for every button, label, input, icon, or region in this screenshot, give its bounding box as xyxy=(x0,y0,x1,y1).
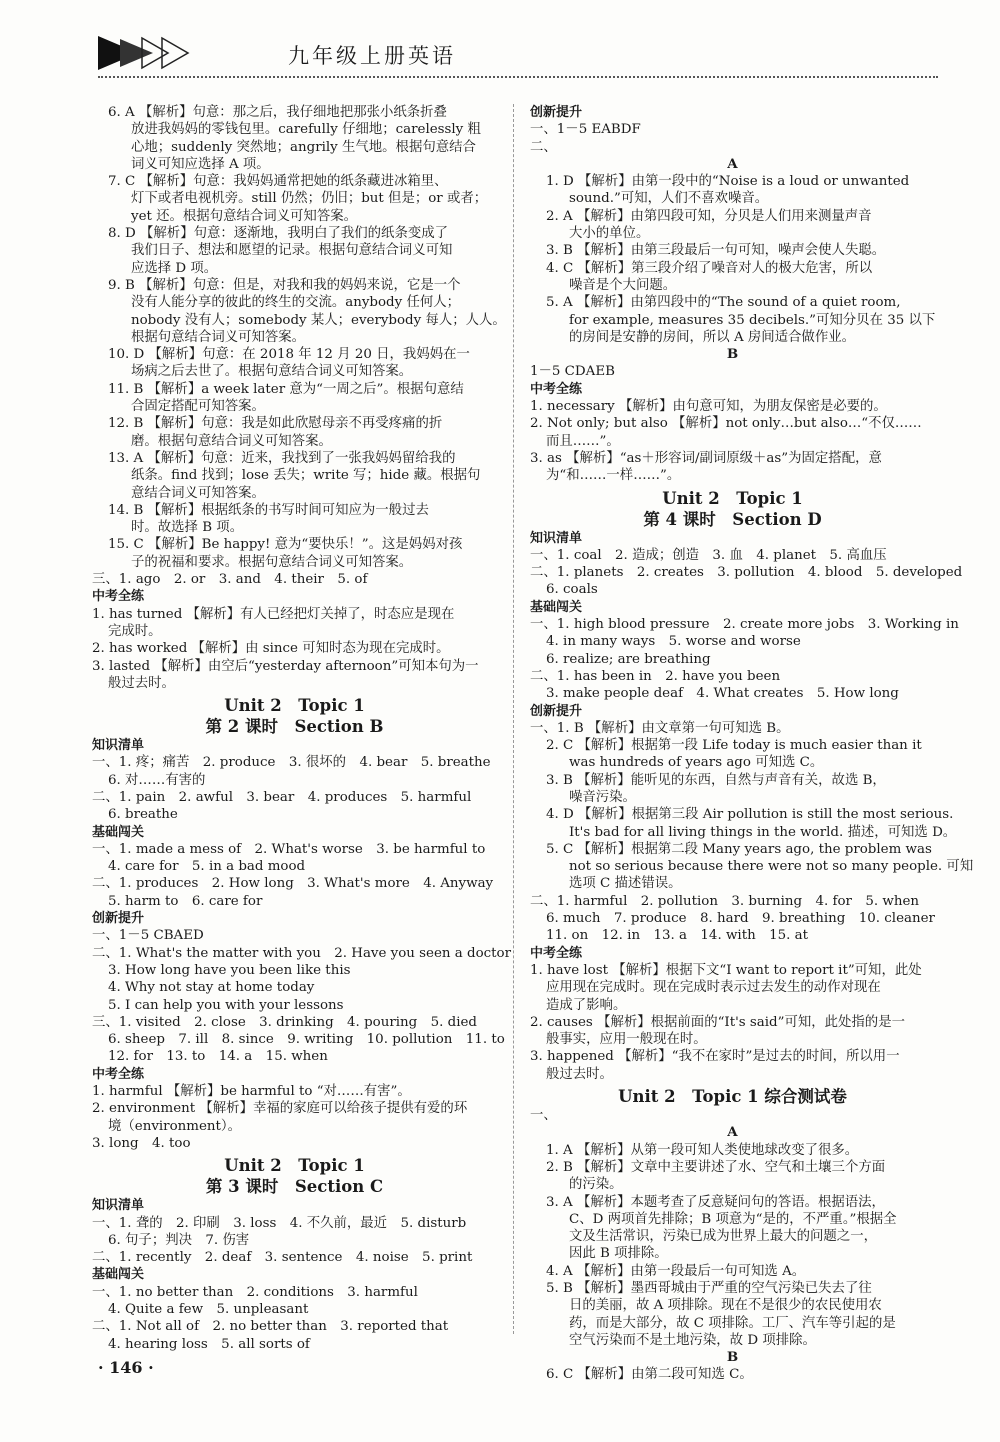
text-line: 5. harm to 6. care for xyxy=(108,893,263,909)
unit-heading: Unit 2 Topic 1 xyxy=(224,1156,365,1176)
left-column xyxy=(92,104,511,1353)
text-line: It's bad for all living things in the world. 描述，可知选 D。 xyxy=(569,824,957,840)
text-line: 3. as 【解析】“as＋形容词/副词原级＋as”为固定搭配，意 xyxy=(530,450,882,466)
section-heading: 基础闯关 xyxy=(92,824,145,840)
text-line: 词义可知应选择 A 项。 xyxy=(131,156,270,172)
section-heading: 创新提升 xyxy=(92,911,145,927)
text-line: 7. C 【解析】句意：我妈妈通常把她的纸条藏进冰箱里、 xyxy=(108,174,448,190)
unit-heading: Unit 2 Topic 1 综合测试卷 xyxy=(618,1087,847,1107)
text-line: 三、1. ago 2. or 3. and 4. their 5. of xyxy=(92,572,368,588)
text-line: 11. on 12. in 13. a 14. with 15. at xyxy=(546,928,809,944)
text-line: 选项 C 描述错误。 xyxy=(569,876,682,892)
text-line: 8. D 【解析】句意：逐渐地，我明白了我们的纸条变成了 xyxy=(108,226,449,242)
text-line: 一、1－5 EABDF xyxy=(530,122,641,138)
text-line: 1. have lost 【解析】根据下文“I want to report it”可知，此处 xyxy=(530,962,922,978)
text-line: 二、1. What's the matter with you 2. Have you seen a doctor xyxy=(92,945,511,961)
text-line: 空气污染而不是土地污染，故 D 项排除。 xyxy=(569,1332,816,1348)
text-line: 一、1. 疼；痛苦 2. produce 3. 很坏的 4. bear 5. breathe xyxy=(92,755,491,771)
header-title: 九年级上册英语 xyxy=(288,44,456,68)
unit-heading: Unit 2 Topic 1 xyxy=(224,696,365,716)
text-line: 4. C 【解析】第三段介绍了噪音对人的极大危害，所以 xyxy=(546,260,873,276)
text-line: 二、1. recently 2. deaf 3. sentence 4. noise 5. print xyxy=(92,1250,473,1266)
text-line: 二、1. harmful 2. pollution 3. burning 4. for 5. when xyxy=(530,893,920,909)
text-line: 3. How long have you been like this xyxy=(108,962,351,978)
text-line: 1. necessary 【解析】由句意可知，为朋友保密是必要的。 xyxy=(530,399,887,415)
text-line: 药，而是大部分，故 C 项排除。工厂、汽车等引起的是 xyxy=(569,1315,896,1331)
page-header xyxy=(88,30,938,82)
text-line: 没有人能分享的彼此的终生的交流。anybody 任何人； xyxy=(131,295,461,311)
text-line: 放进我妈妈的零钱包里。carefully 仔细地；carelessly 粗 xyxy=(131,122,481,138)
text-line: 4. Quite a few 5. unpleasant xyxy=(108,1302,309,1317)
text-line: 5. A 【解析】由第四段中的“The sound of a quiet room, xyxy=(546,295,901,311)
section-heading: 知识清单 xyxy=(92,1198,145,1214)
text-line: 1－5 CDAEB xyxy=(530,364,615,380)
text-line: 6. C 【解析】由第二段可知选 C。 xyxy=(546,1367,753,1383)
text-line: 因此 B 项排除。 xyxy=(569,1246,668,1262)
text-line: 二、1. pain 2. awful 3. bear 4. produces 5. harmful xyxy=(92,789,472,805)
text-line: 2. B 【解析】文章中主要讲述了水、空气和土壤三个方面 xyxy=(546,1159,886,1175)
text-line: 的房间是安静的房间，所以 A 房间适合做作业。 xyxy=(569,329,855,345)
text-line: 6. realize; are breathing xyxy=(546,651,711,667)
text-line: 二、1. Not all of 2. no better than 3. reported that xyxy=(92,1319,449,1335)
text-line: 4. D 【解析】根据第三段 Air pollution is still the most serious. xyxy=(546,807,954,823)
text-line: 二、1. planets 2. creates 3. pollution 4. blood 5. developed xyxy=(530,565,963,581)
unit-heading: 第 2 课时 Section B xyxy=(205,717,384,737)
header-divider xyxy=(98,76,938,78)
arrow-logo-icon xyxy=(98,36,198,70)
text-line: 般过去时。 xyxy=(108,675,175,691)
text-line: 灯下或者电视机旁。still 仍然；仍旧；but 但是；or 或者； xyxy=(131,191,488,207)
text-line: 2. A 【解析】由第四段可知，分贝是人们用来测量声音 xyxy=(546,208,872,224)
text-line: 2. environment 【解析】幸福的家庭可以给孩子提供有爱的环 xyxy=(92,1101,468,1117)
section-heading: 中考全练 xyxy=(530,945,583,961)
text-line: 为“和……一样……”。 xyxy=(546,468,681,484)
text-line: 我们日子、想法和愿望的记录。根据句意结合词义可知 xyxy=(131,243,453,259)
text-line: 日的美丽，故 A 项排除。现在不是很少的农民使用农 xyxy=(569,1298,882,1314)
text-line: 10. D 【解析】句意：在 2018 年 12 月 20 日，我妈妈在一 xyxy=(108,347,470,363)
text-line: 12. B 【解析】句意：我是如此欣慰母亲不再受疼痛的折 xyxy=(108,416,443,432)
text-line: 场病之后去世了。根据句意结合词义可知答案。 xyxy=(131,364,413,380)
text-line: 9. B 【解析】句意：但是，对我和我的妈妈来说，它是一个 xyxy=(108,277,461,293)
text-line: 意结合词义可知答案。 xyxy=(131,485,265,501)
text-line: 一、1－5 CBAED xyxy=(92,928,204,944)
section-heading: 创新提升 xyxy=(530,105,583,120)
text-line: 根据句意结合词义可知答案。 xyxy=(131,329,306,345)
column-divider xyxy=(513,104,514,1334)
text-line: 6. 对……有害的 xyxy=(108,772,206,788)
text-line: 应用现在完成时。现在完成时表示过去发生的动作对现在 xyxy=(546,980,881,996)
text-line: 1. has turned 【解析】有人已经把灯关掉了，时态应是现在 xyxy=(92,606,455,622)
page-number: · 146 · xyxy=(98,1358,154,1377)
text-line: 心地；suddenly 突然地；angrily 生气地。根据句意结合 xyxy=(131,139,476,155)
text-line: 1. A 【解析】从第一段可知人类使地球改变了很多。 xyxy=(546,1142,859,1158)
text-line: 5. I can help you with your lessons xyxy=(108,997,344,1013)
text-line: 6. sheep 7. ill 8. since 9. writing 10. pollution 11. to xyxy=(108,1032,505,1048)
text-line: 3. B 【解析】能听见的东西，自然与声音有关，故选 B， xyxy=(546,772,886,788)
text-line: 3. make people deaf 4. What creates 5. How long xyxy=(546,686,899,702)
text-line: 一、 xyxy=(530,1108,557,1124)
text-line: 子的祝福和要求。根据句意结合词义可知答案。 xyxy=(131,554,413,570)
text-line: 的污染。 xyxy=(569,1177,623,1193)
text-line: 一、1. B 【解析】由文章第一句可知选 B。 xyxy=(530,720,790,736)
text-line: 11. B 【解析】a week later 意为“一周之后”。根据句意结 xyxy=(108,381,464,397)
text-line: was hundreds of years ago 可知选 C。 xyxy=(569,755,824,771)
section-heading: 中考全练 xyxy=(92,589,145,605)
passage-label: B xyxy=(726,346,739,363)
text-line: 三、1. visited 2. close 3. drinking 4. pouring 5. died xyxy=(92,1014,477,1030)
text-line: 1. D 【解析】由第一段中的“Noise is a loud or unwanted xyxy=(546,174,910,190)
text-line: 4. A 【解析】由第一段最后一句可知选 A。 xyxy=(546,1263,806,1279)
text-line: 境（environment）。 xyxy=(108,1118,241,1134)
text-line: 4. care for 5. in a bad mood xyxy=(108,859,306,875)
text-line: sound.”可知，人们不喜欢噪音。 xyxy=(569,191,769,207)
text-line: 噪音污染。 xyxy=(569,789,636,805)
text-line: 3. long 4. too xyxy=(92,1135,191,1151)
text-line: 一、1. made a mess of 2. What's worse 3. be harmful to xyxy=(92,841,486,857)
text-line: yet 还。根据句意结合词义可知答案。 xyxy=(131,208,357,224)
section-heading: 中考全练 xyxy=(530,381,583,397)
text-line: 4. in many ways 5. worse and worse xyxy=(546,634,801,650)
passage-label: A xyxy=(727,1124,738,1141)
text-line: 2. has worked 【解析】由 since 可知时态为现在完成时。 xyxy=(92,641,450,657)
text-line: 3. A 【解析】本题考查了反意疑问句的答语。根据语法， xyxy=(546,1194,885,1210)
text-line: 6. A 【解析】句意：那之后，我仔细地把那张小纸条折叠 xyxy=(108,105,447,120)
text-line: 二、1. has been in 2. have you been xyxy=(530,668,781,684)
section-heading: 中考全练 xyxy=(92,1066,145,1082)
text-line: 6. coals xyxy=(546,582,598,598)
text-line: C、D 两项首先排除；B 项意为“是的，不严重。”根据全 xyxy=(569,1211,897,1227)
text-line: 14. B 【解析】根据纸条的书写时间可知应为一般过去 xyxy=(108,502,429,518)
text-line: 一、1. high blood pressure 2. create more jobs 3. Working in xyxy=(530,617,959,633)
section-heading: 创新提升 xyxy=(530,703,583,719)
text-line: 般过去时。 xyxy=(546,1066,613,1082)
text-line: 时。故选择 B 项。 xyxy=(131,520,244,536)
section-heading: 基础闯关 xyxy=(92,1267,145,1283)
unit-heading: 第 4 课时 Section D xyxy=(643,509,822,529)
text-line: 文及生活常识，污染已成为世界上最大的问题之一， xyxy=(569,1229,877,1245)
text-line: 3. B 【解析】由第三段最后一句可知，噪声会使人失聪。 xyxy=(546,243,886,259)
text-line: 二、1. produces 2. How long 3. What's more 4. Anyway xyxy=(92,876,494,892)
right-column xyxy=(530,104,974,1384)
text-line: 般事实，应用一般现在时。 xyxy=(546,1032,707,1048)
text-line: 3. lasted 【解析】由空后“yesterday afternoon”可知本句为一 xyxy=(92,658,479,674)
text-line: 二、 xyxy=(530,139,557,155)
text-line: 2. Not only; but also 【解析】not only…but also…“不仅…… xyxy=(530,416,922,432)
section-heading: 知识清单 xyxy=(92,738,145,754)
text-line: 6. 句子；判决 7. 伤害 xyxy=(108,1232,250,1248)
text-line: 13. A 【解析】句意：近来，我找到了一张我妈妈留给我的 xyxy=(108,450,456,466)
text-line: nobody 没有人；somebody 某人；everybody 每人；人人。 xyxy=(131,312,506,328)
text-line: 15. C 【解析】Be happy! 意为“要快乐！”。这是妈妈对孩 xyxy=(108,537,463,553)
text-line: 一、1. no better than 2. conditions 3. harmful xyxy=(92,1284,418,1300)
passage-label: B xyxy=(726,1349,739,1366)
text-line: 6. much 7. produce 8. hard 9. breathing 10. cleaner xyxy=(546,911,935,927)
text-line: 一、1. coal 2. 造成；创造 3. 血 4. planet 5. 高血压 xyxy=(530,547,887,563)
text-line: 5. B 【解析】墨西哥城由于严重的空气污染已失去了往 xyxy=(546,1281,872,1296)
text-line: 2. C 【解析】根据第一段 Life today is much easier than it xyxy=(546,738,922,754)
text-line: 完成时。 xyxy=(108,623,162,639)
text-line: 2. causes 【解析】根据前面的“It's said”可知，此处指的是一 xyxy=(530,1014,905,1030)
text-line: 4. Why not stay at home today xyxy=(108,980,315,996)
text-line: 5. C 【解析】根据第二段 Many years ago, the problem was xyxy=(546,841,932,857)
unit-heading: Unit 2 Topic 1 xyxy=(662,488,803,508)
text-line: for example, measures 35 decibels.”可知分贝在 35 以下 xyxy=(569,312,936,328)
section-heading: 知识清单 xyxy=(530,530,583,546)
text-line: 1. harmful 【解析】be harmful to “对……有害”。 xyxy=(92,1084,411,1100)
passage-label: A xyxy=(727,155,738,172)
text-line: 3. happened 【解析】“我不在家时”是过去的时间，所以用一 xyxy=(530,1049,900,1065)
text-line: not so serious because there were not so many people. 可知 xyxy=(569,859,974,875)
text-line: 12. for 13. to 14. a 15. when xyxy=(108,1049,328,1065)
text-line: 6. breathe xyxy=(108,807,178,823)
text-line: 磨。根据句意结合词义可知答案。 xyxy=(131,433,332,449)
text-line: 噪音是个大问题。 xyxy=(569,277,677,293)
section-heading: 基础闯关 xyxy=(530,599,583,615)
text-line: 纸条。find 找到；lose 丢失；write 写；hide 藏。根据句 xyxy=(131,468,481,484)
text-line: 4. hearing loss 5. all sorts of xyxy=(108,1336,310,1352)
unit-heading: 第 3 课时 Section C xyxy=(205,1177,384,1197)
text-line: 大小的单位。 xyxy=(569,226,650,242)
text-line: 合固定搭配可知答案。 xyxy=(131,399,265,415)
text-line: 应选择 D 项。 xyxy=(131,260,218,276)
text-line: 而且……”。 xyxy=(546,433,620,449)
text-line: 一、1. 聋的 2. 印刷 3. loss 4. 不久前，最近 5. disturb xyxy=(92,1215,467,1231)
text-line: 造成了影响。 xyxy=(546,997,627,1013)
